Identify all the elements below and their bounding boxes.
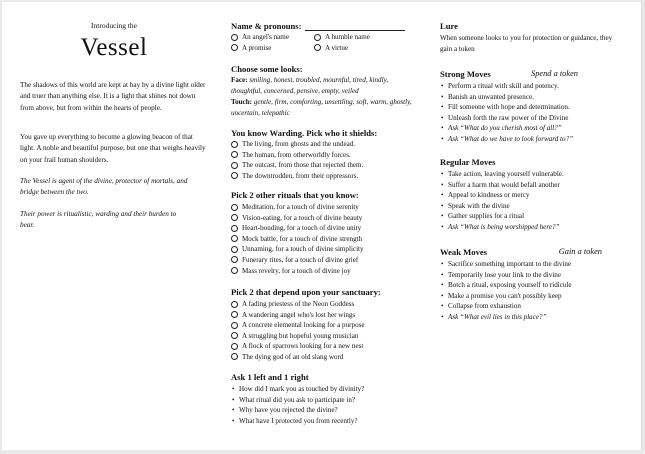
sanctuary-option[interactable]: A wandering angel who's lost her wings [231, 310, 365, 321]
strong-move: • Perform a ritual with skill and potency. [440, 81, 573, 92]
regular-move: • Suffer a harm that would befall another [440, 180, 564, 191]
intro-paragraph-1: The shadows of this world are kept at bay by a divine light older and truer than anything else. It is a light that shines not down from above, but from within the hearts of people. [20, 81, 206, 112]
weak-moves-gain: Gain a token [558, 247, 602, 256]
regular-move: • Appeal to kindness or mercy [440, 190, 564, 201]
intro-paragraph-2: You gave up everything to become a glowing beacon of that light. A noble and beautiful purpose, but one that weighs heavily on your frail human shoulders. [20, 133, 206, 164]
sanctuary-option[interactable]: A flock of sparrows looking for a new nest [231, 341, 365, 352]
strong-moves-cost: Spend a token [531, 69, 578, 78]
lure-heading: Lure [440, 21, 458, 31]
weak-moves-heading [440, 247, 632, 257]
lure-text: When someone looks to you for protection or guidance, they gain a token [440, 34, 613, 53]
weak-move: • Collapse from exhaustion [440, 301, 572, 312]
name-option-promise[interactable]: A promise [231, 43, 271, 54]
page-title: Vessel [80, 34, 148, 61]
name-option-virtue[interactable]: A virtue [314, 43, 348, 54]
weak-move: • Ask “What evil lies in this place?” [440, 312, 572, 323]
name-option-angel[interactable]: An angel's name [231, 32, 289, 43]
strong-moves-list [440, 81, 573, 145]
regular-move: • Gather supplies for a ritual [440, 211, 564, 222]
warding-option[interactable]: The human, from otherworldly forces. [231, 150, 363, 161]
sanctuary-options [231, 299, 365, 363]
ritual-option[interactable]: Vision-eating, for a touch of divine beauty [231, 213, 364, 224]
intro-label: Introducing the [90, 21, 138, 30]
ask-question: • What ritual did you ask to participate in? [231, 395, 364, 406]
ritual-option[interactable]: Meditation, for a touch of divine serenity [231, 202, 364, 213]
weak-move: • Botch a ritual, exposing yourself to ridicule [440, 280, 572, 291]
looks-face [231, 75, 417, 96]
ritual-option[interactable]: Heart-bonding, for a touch of divine unity [231, 223, 364, 234]
ritual-option[interactable]: Mass revelry, for a touch of divine joy [231, 266, 364, 277]
strong-move: • Unleash forth the raw power of the Divine [440, 113, 573, 124]
name-option-humble[interactable]: A humble name [314, 32, 370, 43]
playbook-page [2, 2, 642, 450]
weak-moves-title: Weak Moves [440, 247, 488, 257]
ask-heading: Ask 1 left and 1 right [231, 372, 309, 382]
warding-option[interactable]: The outcast, from those that rejected them. [231, 160, 363, 171]
sanctuary-option[interactable]: A struggling but hopeful young musician [231, 331, 365, 342]
ask-question: • Why have you rejected the divine? [231, 405, 364, 416]
sanctuary-heading: Pick 2 that depend upon your sanctuary: [231, 287, 381, 297]
rituals-heading: Pick 2 other rituals that you know: [231, 190, 359, 200]
ritual-options [231, 202, 364, 276]
warding-heading: You know Warding. Pick who it shields: [231, 128, 378, 138]
warding-options [231, 139, 363, 181]
strong-move: • Ask “What do we have to look forward to?” [440, 134, 573, 145]
strong-move: • Ask “What do you cherish most of all?” [440, 123, 573, 134]
face-label: Face: [231, 76, 248, 84]
name-write-line[interactable] [305, 22, 405, 31]
name-heading-text: Name & pronouns: [231, 21, 302, 31]
regular-move: • Speak with the divine [440, 201, 564, 212]
looks-heading: Choose some looks: [231, 64, 303, 74]
weak-moves-list [440, 259, 572, 323]
strong-moves-heading [440, 69, 632, 79]
ask-question: • What have I protected you from recently? [231, 416, 364, 427]
intro-paragraph-4: Their power is ritualistic, warding and their burden to bear. [20, 210, 177, 230]
regular-move: • Take action, leaving yourself vulnerable. [440, 169, 564, 180]
touch-label: Touch: [231, 98, 253, 106]
weak-move: • Make a promise you can't possibly keep [440, 291, 572, 302]
ask-question: • How did I mark you as touched by divinity? [231, 384, 364, 395]
sanctuary-option[interactable]: The dying god of an old slang word [231, 352, 365, 363]
intro-paragraph-3: The Vessel is agent of the divine, protector of mortals, and bridge between the two. [20, 177, 188, 197]
regular-moves-list [440, 169, 564, 233]
name-heading [231, 21, 405, 31]
regular-move: • Ask “What is being worshipped here?” [440, 222, 564, 233]
warding-option[interactable]: The downtrodden, from their oppressors. [231, 171, 363, 182]
name-options [231, 32, 421, 54]
face-options: smiling, honest, troubled, mournful, tired, kindly, thoughtful, concerned, pensive, empty, veiled [231, 76, 389, 95]
sanctuary-option[interactable]: A concrete elemental looking for a purpose [231, 320, 365, 331]
strong-moves-title: Strong Moves [440, 69, 491, 79]
weak-move: • Temporarily lose your link to the divine [440, 270, 572, 281]
ask-questions [231, 384, 364, 426]
ritual-option[interactable]: Mock battle, for a touch of divine strength [231, 234, 364, 245]
weak-move: • Sacrifice something important to the divine [440, 259, 572, 270]
warding-option[interactable]: The living, from ghosts and the undead. [231, 139, 363, 150]
ritual-option[interactable]: Funerary rites, for a touch of divine grief [231, 255, 364, 266]
looks-touch [231, 97, 417, 118]
sanctuary-option[interactable]: A fading priestess of the Neon Goddess [231, 299, 365, 310]
strong-move: • Banish an unwanted presence. [440, 92, 573, 103]
regular-moves-heading: Regular Moves [440, 157, 496, 167]
touch-options: gentle, firm, comforting, unsettling, soft, warm, ghostly, uncertain, telepathic [231, 98, 412, 117]
strong-move: • Fill someone with hope and determination. [440, 102, 573, 113]
ritual-option[interactable]: Unnaming, for a touch of divine simplicity [231, 244, 364, 255]
